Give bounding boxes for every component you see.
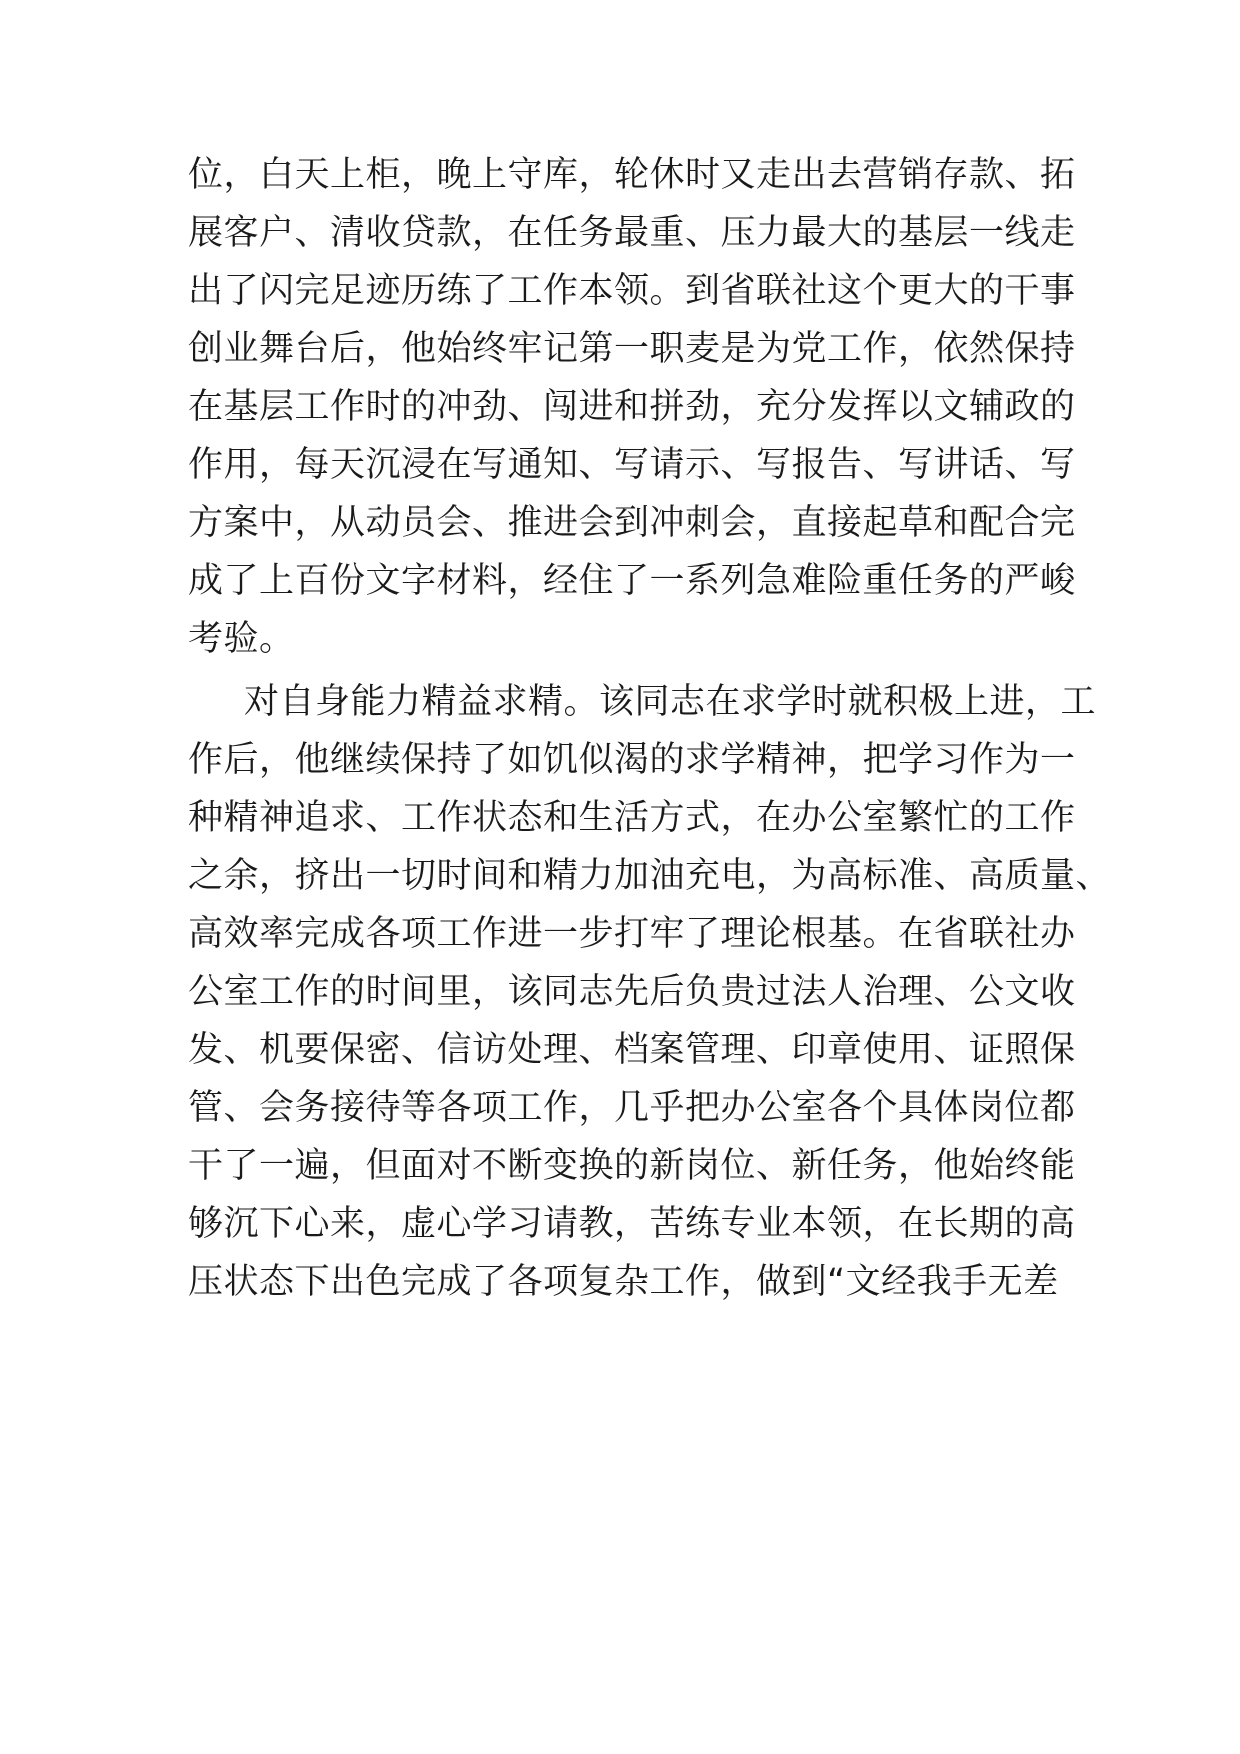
text-line: 发、机要保密、信访处理、档案管理、印章使用、证照保: [188, 1030, 1076, 1070]
text-line: 够沉下心来，虚心学习请教，苦练专业本领，在长期的高: [188, 1204, 1076, 1244]
text-line: 管、会务接待等各项工作，几乎把办公室各个具体岗位都: [188, 1088, 1076, 1128]
text-line: 作用，每天沉浸在写通知、写请示、写报告、写讲话、写: [188, 445, 1076, 485]
text-line: 创业舞台后，他始终牢记第一职麦是为党工作，依然保持: [188, 329, 1076, 369]
text-line: 之余，挤出一切时间和精力加油充电，为高标准、高质量、: [188, 856, 1112, 896]
text-line: 展客户、清收贷款，在任务最重、压力最大的基层一线走: [188, 213, 1076, 253]
text-line: 种精神追求、工作状态和生活方式，在办公室繁忙的工作: [188, 798, 1076, 838]
text-line: 出了闪完足迹历练了工作本领。到省联社这个更大的干事: [188, 271, 1076, 311]
text-line: 公室工作的时间里，该同志先后负贵过法人治理、公文收: [188, 972, 1076, 1012]
text-line: 在基层工作时的冲劲、闯进和拼劲，充分发挥以文辅政的: [188, 387, 1076, 427]
paragraph-first-line: 对自身能力精益求精。该同志在求学时就积极上进，工: [244, 682, 1097, 722]
text-line: 方案中，从动员会、推进会到冲刺会，直接起草和配合完: [188, 503, 1076, 543]
text-line: 压状态下出色完成了各项复杂工作，做到“文经我手无差: [188, 1262, 1059, 1302]
text-line: 高效率完成各项工作进一步打牢了理论根基。在省联社办: [188, 914, 1076, 954]
text-line: 干了一遍，但面对不断变换的新岗位、新任务，他始终能: [188, 1146, 1076, 1186]
text-line: 考验。: [188, 619, 295, 659]
text-line: 成了上百份文字材料，经住了一系列急难险重任务的严峻: [188, 561, 1076, 601]
text-line: 位，白天上柜，晚上守库，轮休时又走出去营销存款、拓: [188, 155, 1076, 195]
text-line: 作后，他继续保持了如饥似渴的求学精神，把学习作为一: [188, 740, 1076, 780]
